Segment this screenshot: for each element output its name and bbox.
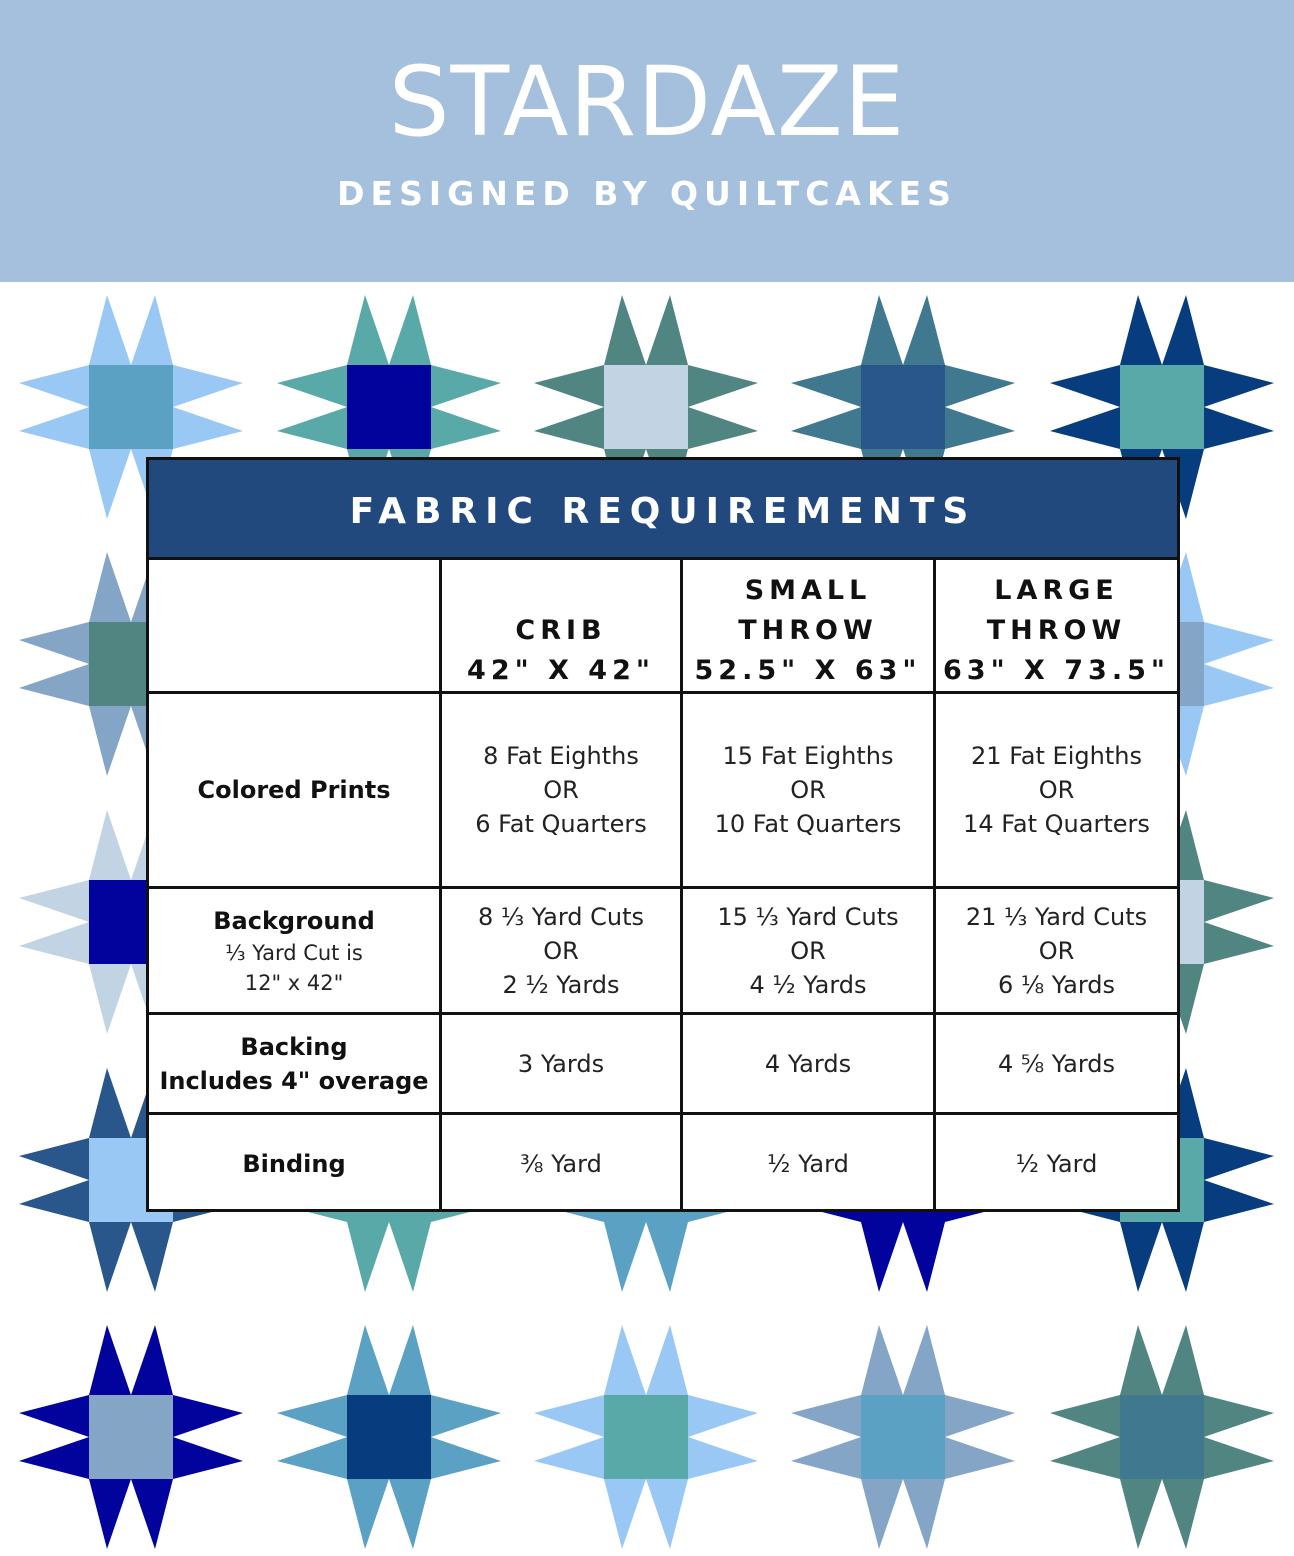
star-point bbox=[1204, 922, 1274, 964]
star-point bbox=[389, 1222, 431, 1292]
star-point bbox=[277, 1437, 347, 1479]
star-point bbox=[89, 552, 131, 622]
cell-line: 21 ⅓ Yard Cuts bbox=[965, 902, 1148, 931]
star-point bbox=[19, 1395, 89, 1437]
cell-line: 3 Yards bbox=[517, 1049, 605, 1078]
star-point bbox=[89, 1068, 131, 1138]
star-point bbox=[1204, 622, 1274, 664]
cell-line: 4 ½ Yards bbox=[749, 970, 867, 999]
table-cell bbox=[442, 889, 680, 1012]
table-cell bbox=[442, 1015, 680, 1112]
cell-line: OR bbox=[1038, 936, 1075, 965]
star-point bbox=[1120, 1325, 1162, 1395]
star-point bbox=[861, 1325, 903, 1395]
star-center bbox=[1120, 365, 1204, 449]
star-center bbox=[861, 365, 945, 449]
star-point bbox=[945, 1395, 1015, 1437]
cell-line: 15 ⅓ Yard Cuts bbox=[717, 902, 899, 931]
table-cell bbox=[936, 694, 1177, 886]
pattern-title: STARDAZE bbox=[388, 46, 906, 158]
star-point bbox=[604, 1479, 646, 1549]
star-point bbox=[131, 1325, 173, 1395]
star-point bbox=[173, 365, 243, 407]
star-point bbox=[861, 1479, 903, 1549]
star-point bbox=[646, 1222, 688, 1292]
star-point bbox=[791, 1437, 861, 1479]
star-point bbox=[861, 295, 903, 365]
star-point bbox=[1204, 880, 1274, 922]
star-point bbox=[277, 407, 347, 449]
table-cell bbox=[683, 1015, 933, 1112]
star-point bbox=[19, 622, 89, 664]
cell-line: 2 ½ Yards bbox=[502, 970, 620, 999]
star-point bbox=[903, 1222, 945, 1292]
star-point bbox=[389, 1325, 431, 1395]
star-point bbox=[903, 1325, 945, 1395]
fabric-requirements-table bbox=[146, 457, 1180, 1212]
table-cell bbox=[936, 1115, 1177, 1212]
star-point bbox=[604, 295, 646, 365]
star-point bbox=[791, 365, 861, 407]
star-point bbox=[1120, 295, 1162, 365]
star-point bbox=[945, 365, 1015, 407]
table-cell bbox=[936, 1015, 1177, 1112]
star-center bbox=[604, 1395, 688, 1479]
star-block bbox=[534, 1325, 758, 1549]
star-point bbox=[534, 407, 604, 449]
header-banner bbox=[0, 0, 1294, 282]
cell-line: ⅜ Yard bbox=[520, 1149, 602, 1178]
column-header-large-throw bbox=[936, 560, 1177, 695]
star-point bbox=[604, 1222, 646, 1292]
star-point bbox=[431, 365, 501, 407]
column-name: SMALL bbox=[744, 575, 872, 606]
table-cell bbox=[683, 889, 933, 1012]
star-point bbox=[604, 1325, 646, 1395]
star-point bbox=[89, 1325, 131, 1395]
star-point bbox=[347, 1222, 389, 1292]
star-point bbox=[646, 295, 688, 365]
cell-line: 4 ⅝ Yards bbox=[997, 1049, 1116, 1078]
star-point bbox=[347, 1479, 389, 1549]
star-point bbox=[1204, 365, 1274, 407]
star-point bbox=[903, 1479, 945, 1549]
table-cell bbox=[442, 694, 680, 886]
cell-line: 14 Fat Quarters bbox=[963, 810, 1150, 838]
row-label-note: 12" x 42" bbox=[244, 970, 344, 995]
star-point bbox=[1050, 365, 1120, 407]
star-point bbox=[347, 295, 389, 365]
star-point bbox=[89, 964, 131, 1034]
star-point bbox=[791, 1395, 861, 1437]
star-point bbox=[1162, 1325, 1204, 1395]
star-point bbox=[431, 407, 501, 449]
cell-line: OR bbox=[790, 936, 826, 965]
table-cell bbox=[936, 889, 1177, 1012]
star-block bbox=[19, 1325, 243, 1549]
table-cell bbox=[442, 1115, 680, 1212]
star-point bbox=[19, 365, 89, 407]
star-center bbox=[347, 1395, 431, 1479]
star-point bbox=[19, 1138, 89, 1180]
cell-line: 8 ⅓ Yard Cuts bbox=[477, 902, 645, 931]
row-label-text: Background bbox=[213, 906, 375, 935]
star-point bbox=[688, 407, 758, 449]
star-point bbox=[131, 1222, 173, 1292]
star-point bbox=[1120, 1479, 1162, 1549]
star-point bbox=[389, 295, 431, 365]
star-point bbox=[89, 295, 131, 365]
table-cell bbox=[683, 1115, 933, 1212]
star-block bbox=[791, 1325, 1015, 1549]
star-point bbox=[945, 1437, 1015, 1479]
star-point bbox=[1050, 1395, 1120, 1437]
star-point bbox=[534, 365, 604, 407]
star-point bbox=[89, 1222, 131, 1292]
star-point bbox=[431, 1395, 501, 1437]
star-point bbox=[173, 407, 243, 449]
star-point bbox=[19, 880, 89, 922]
row-label-colored-prints bbox=[149, 694, 439, 886]
star-center bbox=[89, 1395, 173, 1479]
cell-line: 21 Fat Eighths bbox=[971, 742, 1142, 770]
cell-line: OR bbox=[790, 776, 826, 804]
star-point bbox=[173, 1395, 243, 1437]
cell-line: OR bbox=[543, 936, 579, 965]
star-point bbox=[1204, 664, 1274, 706]
row-label-binding bbox=[149, 1115, 439, 1212]
star-center bbox=[1120, 1395, 1204, 1479]
cell-line: 6 ⅛ Yards bbox=[997, 970, 1116, 999]
row-label-text: Colored Prints bbox=[197, 776, 391, 804]
star-point bbox=[688, 1437, 758, 1479]
row-label-text: Binding bbox=[242, 1149, 346, 1178]
column-name: THROW bbox=[986, 615, 1127, 646]
star-point bbox=[1162, 295, 1204, 365]
star-point bbox=[19, 1437, 89, 1479]
star-point bbox=[19, 1180, 89, 1222]
star-point bbox=[791, 407, 861, 449]
star-point bbox=[688, 365, 758, 407]
star-point bbox=[1050, 407, 1120, 449]
cell-line: 15 Fat Eighths bbox=[722, 742, 894, 770]
cell-line: OR bbox=[1038, 776, 1075, 804]
star-point bbox=[19, 664, 89, 706]
star-point bbox=[389, 1479, 431, 1549]
cell-line: ½ Yard bbox=[1015, 1149, 1098, 1178]
star-point bbox=[1204, 1395, 1274, 1437]
table-title: FABRIC REQUIREMENTS bbox=[149, 460, 1177, 557]
column-header-small-throw bbox=[683, 560, 933, 695]
star-point bbox=[1162, 1222, 1204, 1292]
column-header-crib bbox=[442, 560, 680, 695]
column-name: LARGE bbox=[994, 575, 1119, 606]
row-label-note: ⅓ Yard Cut is bbox=[225, 940, 363, 965]
star-point bbox=[19, 922, 89, 964]
star-point bbox=[89, 449, 131, 519]
star-center bbox=[347, 365, 431, 449]
star-point bbox=[1162, 1479, 1204, 1549]
row-label-text: Backing bbox=[240, 1032, 348, 1061]
star-center bbox=[604, 365, 688, 449]
row-label-background bbox=[149, 889, 439, 1012]
star-point bbox=[646, 1325, 688, 1395]
star-point bbox=[534, 1395, 604, 1437]
star-point bbox=[861, 1222, 903, 1292]
star-point bbox=[688, 1395, 758, 1437]
star-point bbox=[1050, 1437, 1120, 1479]
column-size: 42" X 42" bbox=[467, 655, 655, 686]
row-label-text: Includes 4" overage bbox=[159, 1066, 429, 1095]
star-point bbox=[89, 1479, 131, 1549]
star-point bbox=[131, 295, 173, 365]
star-point bbox=[173, 1437, 243, 1479]
star-point bbox=[903, 295, 945, 365]
star-point bbox=[277, 1395, 347, 1437]
star-point bbox=[945, 407, 1015, 449]
cell-line: OR bbox=[543, 776, 579, 804]
cell-line: 4 Yards bbox=[764, 1049, 852, 1078]
star-point bbox=[89, 706, 131, 776]
star-point bbox=[1120, 1222, 1162, 1292]
row-label-backing bbox=[149, 1015, 439, 1112]
star-block bbox=[277, 1325, 501, 1549]
star-point bbox=[19, 407, 89, 449]
star-point bbox=[1204, 407, 1274, 449]
star-point bbox=[347, 1325, 389, 1395]
designer-credit: DESIGNED BY QUILTCAKES bbox=[337, 174, 957, 213]
star-center bbox=[861, 1395, 945, 1479]
star-block bbox=[1050, 1325, 1274, 1549]
cell-line: 6 Fat Quarters bbox=[475, 810, 647, 838]
star-point bbox=[1204, 1180, 1274, 1222]
cell-line: 10 Fat Quarters bbox=[714, 810, 902, 838]
star-point bbox=[646, 1479, 688, 1549]
star-point bbox=[1204, 1138, 1274, 1180]
star-point bbox=[131, 1479, 173, 1549]
star-center bbox=[89, 365, 173, 449]
column-size: 52.5" X 63" bbox=[694, 655, 922, 686]
star-point bbox=[431, 1437, 501, 1479]
cell-line: ½ Yard bbox=[767, 1149, 849, 1178]
cell-line: 8 Fat Eighths bbox=[483, 742, 639, 770]
table-cell bbox=[683, 694, 933, 886]
star-point bbox=[534, 1437, 604, 1479]
star-point bbox=[1204, 1437, 1274, 1479]
star-point bbox=[277, 365, 347, 407]
star-point bbox=[89, 810, 131, 880]
column-name: THROW bbox=[738, 615, 878, 646]
column-size: 63" X 73.5" bbox=[943, 655, 1170, 686]
column-name: CRIB bbox=[515, 615, 607, 646]
